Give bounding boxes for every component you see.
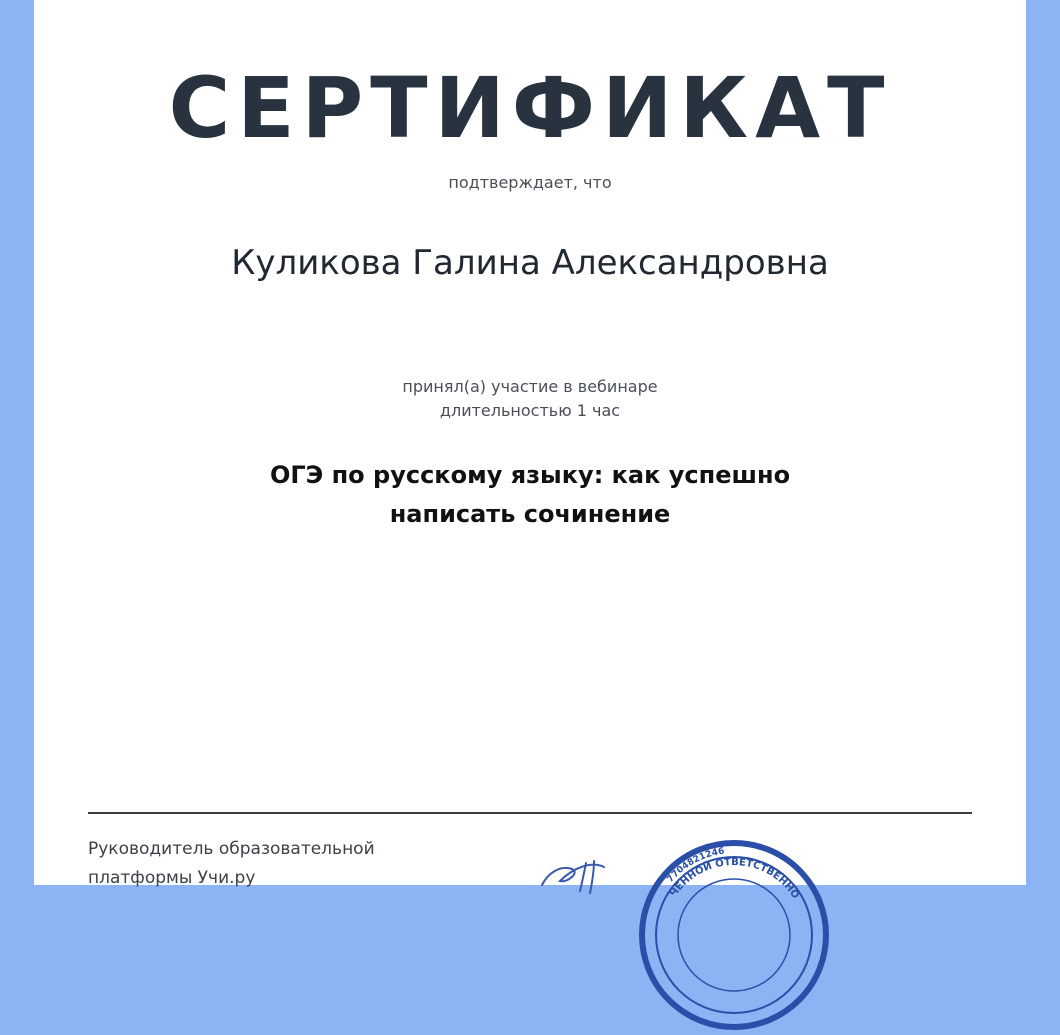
signer-title — [88, 835, 428, 893]
webinar-title-line-1: ОГЭ по русскому языку: как успешно — [269, 461, 791, 489]
confirms-text: подтверждает, что — [448, 173, 612, 192]
stamp-text: ЧЕННОЙ ОТВЕТСТВЕННО — [668, 856, 801, 901]
signer-line-1: Руководитель образовательной — [88, 839, 375, 859]
webinar-title — [260, 456, 800, 534]
recipient-name: Куликова Галина Александровна — [231, 243, 829, 283]
participation-text — [34, 375, 1026, 423]
webinar-title-line-2: написать сочинение — [389, 500, 671, 528]
footer-divider — [88, 812, 972, 814]
stamp-number: 7704821246 — [665, 846, 726, 885]
signature-icon — [534, 855, 624, 895]
certificate-page — [34, 0, 1026, 901]
certificate-title: СЕРТИФИКАТ — [168, 59, 892, 157]
participation-line-2: длительностью 1 час — [439, 401, 621, 420]
stamp-icon — [634, 835, 834, 1035]
signer-line-2: платформы Учи.ру — [88, 868, 256, 888]
participation-line-1: принял(а) участие в вебинаре — [402, 377, 658, 396]
